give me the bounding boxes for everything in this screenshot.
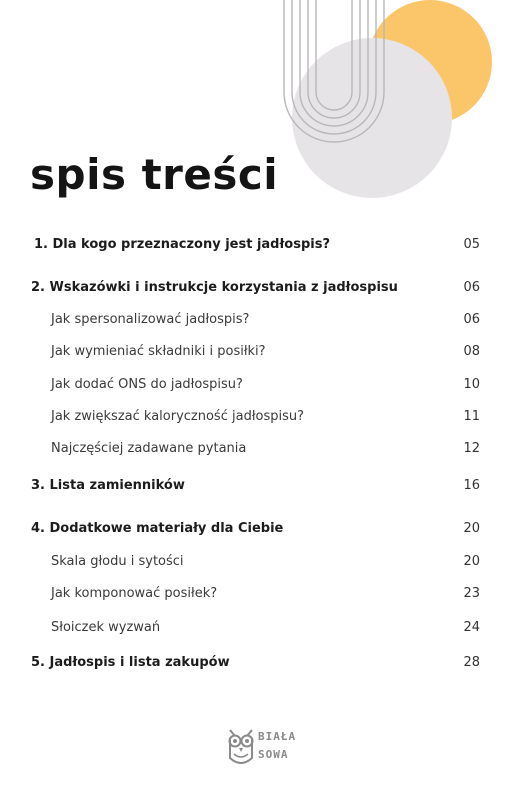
toc-entry-2[interactable]	[0, 277, 512, 299]
toc-entry-label: Skala głodu i sytości	[51, 554, 184, 569]
toc-entry-page: 28	[463, 655, 480, 670]
toc-subentry[interactable]	[0, 374, 512, 396]
toc-entry-page: 10	[463, 377, 480, 392]
toc-subentry[interactable]	[0, 551, 512, 573]
toc-subentry[interactable]	[0, 583, 512, 605]
toc-entry-3[interactable]	[0, 475, 512, 497]
toc-entry-page: 08	[463, 344, 480, 359]
toc-entry-label: 5. Jadłospis i lista zakupów	[31, 655, 230, 670]
toc-entry-5[interactable]	[0, 652, 512, 674]
toc-entry-label: Jak dodać ONS do jadłospisu?	[51, 377, 243, 392]
logo-text-line1: BIAŁA	[258, 730, 297, 743]
toc-entry-page: 12	[463, 441, 480, 456]
toc-entry-label: Słoiczek wyzwań	[51, 620, 161, 635]
toc-subentry[interactable]	[0, 341, 512, 363]
toc-entry-label: 1. Dla kogo przeznaczony jest jadłospis?	[34, 237, 331, 252]
toc-entry-page: 06	[463, 312, 480, 327]
toc-entry-label: Jak komponować posiłek?	[51, 586, 218, 601]
toc-entry-1[interactable]	[0, 234, 512, 256]
toc-entry-page: 23	[463, 586, 480, 601]
toc-entry-label: Jak wymieniać składniki i posiłki?	[51, 344, 266, 359]
toc-entry-4[interactable]	[0, 518, 512, 540]
toc-entry-label: Najczęściej zadawane pytania	[51, 441, 247, 456]
toc-entry-label: 3. Lista zamienników	[31, 478, 185, 493]
toc-entry-page: 20	[463, 554, 480, 569]
toc-entry-label: 4. Dodatkowe materiały dla Ciebie	[31, 521, 284, 536]
brand-logo	[226, 722, 296, 774]
toc-entry-page: 16	[463, 478, 480, 493]
toc-subentry[interactable]	[0, 406, 512, 428]
toc-entry-page: 20	[463, 521, 480, 536]
toc-entry-page: 06	[463, 280, 480, 295]
toc-entry-label: Jak spersonalizować jadłospis?	[51, 312, 250, 327]
toc-entry-label: 2. Wskazówki i instrukcje korzystania z jadłospisu	[31, 280, 398, 295]
toc-subentry[interactable]	[0, 438, 512, 460]
logo-text-line2: SOWA	[258, 748, 289, 761]
toc-subentry[interactable]	[0, 309, 512, 331]
toc-entry-page: 24	[463, 620, 480, 635]
page-title: spis treści	[30, 150, 279, 199]
owl-icon	[226, 724, 256, 770]
toc-entry-page: 11	[463, 409, 480, 424]
toc-entry-label: Jak zwiększać kaloryczność jadłospisu?	[51, 409, 305, 424]
toc-entry-page: 05	[463, 237, 480, 252]
toc-subentry[interactable]	[0, 617, 512, 639]
